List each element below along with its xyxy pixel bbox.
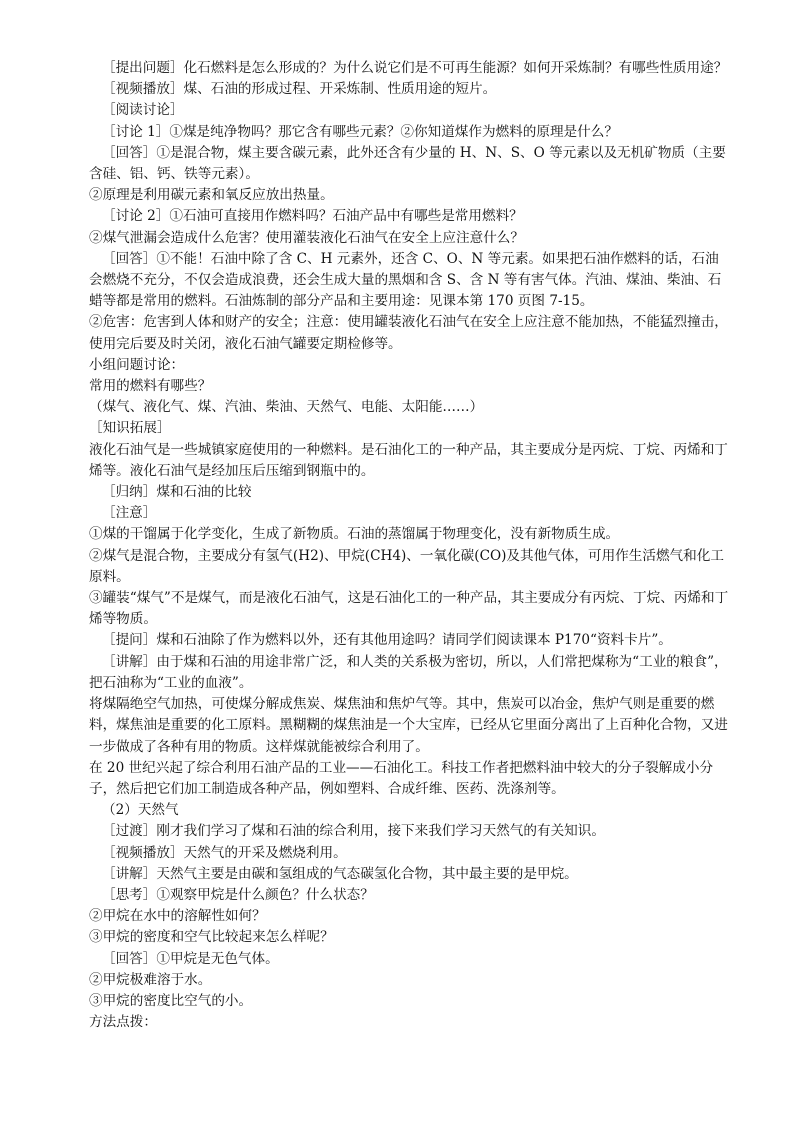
paragraph-answer-2: ［回答］①不能！石油中除了含 C、H 元素外，还含 C、O、N 等元素。如果把石油作燃料的话，石油会燃烧不充分，不仅会造成浪费，还会生成大量的黑烟和含 S、含 N 等有害气体。汽油、煤油、柴油、石蜡等都是常用的燃料。石油炼制的部分产品和主要用途：见课本第 170 页图 7-15。 <box>89 250 722 310</box>
paragraph-answer-1: ［回答］①是混合物，煤主要含碳元素，此外还含有少量的 H、N、S、O 等元素以及无机矿物质（主要含硅、铝、钙、铁等元素）。 <box>89 144 726 183</box>
paragraph-video-2: ［视频播放］天然气的开采及燃烧利用。 <box>102 844 347 861</box>
paragraph-attention-2: ②煤气是混合物，主要成分有氢气(H2)、甲烷(CH4)、一氧化碳(CO)及其他气体，可用作生活燃气和化工原料。 <box>89 547 724 585</box>
paragraph-attention: ［注意］ <box>102 505 157 522</box>
paragraph-raise-question: ［提出问题］化石燃料是怎么形成的？为什么说它们是不可再生能源？如何开采炼制？有哪些性质用途？ <box>102 60 728 76</box>
paragraph-discussion-2-part-2: ②煤气泄漏会造成什么危害？使用灌装液化石油气在安全上应注意什么？ <box>89 229 524 246</box>
paragraph-think-1: ［思考］①观察甲烷是什么颜色？什么状态？ <box>102 886 374 903</box>
paragraph-answer-1-part-2: ②原理是利用碳元素和氧反应放出热量。 <box>89 187 334 204</box>
paragraph-attention-3: ③罐装“煤气”不是煤气，而是液化石油气，这是石油化工的一种产品，其主要成分有丙烷、丁烷、丙烯和丁烯等物质。 <box>89 590 729 628</box>
paragraph-explanation-1: ［讲解］由于煤和石油的用途非常广泛，和人类的关系极为密切，所以，人们常把煤称为“工业的粮食”，把石油称为“工业的血液”。 <box>89 653 728 691</box>
paragraph-answer-3: ［回答］①甲烷是无色气体。 <box>102 950 279 967</box>
paragraph-petrochemical: 在 20 世纪兴起了综合利用石油产品的工业——石油化工。科技工作者把燃料油中较大的分子裂解成小分子，然后把它们加工制造成各种产品，例如塑料、合成纤维、医药、洗涤剂等。 <box>89 759 714 797</box>
paragraph-answer-3-part-2: ②甲烷极难溶于水。 <box>89 971 212 988</box>
paragraph-attention-1: ①煤的干馏属于化学变化，生成了新物质。石油的蒸馏属于物理变化，没有新物质生成。 <box>89 526 620 543</box>
paragraph-video-1: ［视频播放］煤、石油的形成过程、开采炼制、性质用途的短片。 <box>102 81 497 98</box>
paragraph-transition: ［过渡］刚才我们学习了煤和石油的综合利用，接下来我们学习天然气的有关知识。 <box>102 823 605 840</box>
paragraph-natural-gas-heading: （2）天然气 <box>102 802 179 819</box>
paragraph-think-2: ②甲烷在水中的溶解性如何？ <box>89 908 266 925</box>
paragraph-coal-processing: 将煤隔绝空气加热，可使煤分解成焦炭、煤焦油和焦炉气等。其中，焦炭可以冶金，焦炉气则是重要的燃料，煤焦油是重要的化工原料。黑糊糊的煤焦油是一个大宝库，已经从它里面分离出了上百种化合物，又进一步做成了各种有用的物质。这样煤就能被综合利用了。 <box>89 696 728 755</box>
paragraph-knowledge-extension: ［知识拓展］ <box>89 420 171 437</box>
paragraph-discussion-1: ［讨论 1］①煤是纯净物吗？那它含有哪些元素？②你知道煤作为燃料的原理是什么？ <box>102 123 618 140</box>
paragraph-lpg-description: 液化石油气是一些城镇家庭使用的一种燃料。是石油化工的一种产品，其主要成分是丙烷、丁烷、丙烯和丁烯等。液化石油气是经加压后压缩到钢瓶中的。 <box>89 441 728 479</box>
paragraph-reading-discussion: ［阅读讨论］ <box>102 102 184 119</box>
paragraph-summary: ［归纳］煤和石油的比较 <box>102 484 252 501</box>
paragraph-answer-2-part-2: ②危害：危害到人体和财产的安全；注意：使用罐装液化石油气在安全上应注意不能加热，不能猛烈撞击，使用完后要及时关闭，液化石油气罐要定期检修等。 <box>89 314 728 352</box>
paragraph-common-fuels-question: 常用的燃料有哪些？ <box>89 378 212 395</box>
paragraph-discussion-2: ［讨论 2］①石油可直接用作燃料吗？石油产品中有哪些是常用燃料？ <box>102 208 523 225</box>
paragraph-group-discussion: 小组问题讨论： <box>89 356 185 373</box>
paragraph-explanation-2: ［讲解］天然气主要是由碳和氢组成的气态碳氢化合物，其中最主要的是甲烷。 <box>102 865 578 882</box>
paragraph-question-uses: ［提问］煤和石油除了作为燃料以外，还有其他用途吗？请同学们阅读课本 P170“资料卡片”。 <box>102 632 672 649</box>
paragraph-answer-3-part-3: ③甲烷的密度比空气的小。 <box>89 992 253 1009</box>
document-body <box>89 58 729 1033</box>
paragraph-method-tips: 方法点拨： <box>89 1014 157 1031</box>
paragraph-common-fuels-list: （煤气、液化气、煤、汽油、柴油、天然气、电能、太阳能……） <box>89 399 484 416</box>
paragraph-think-3: ③甲烷的密度和空气比较起来怎么样呢？ <box>89 929 334 946</box>
